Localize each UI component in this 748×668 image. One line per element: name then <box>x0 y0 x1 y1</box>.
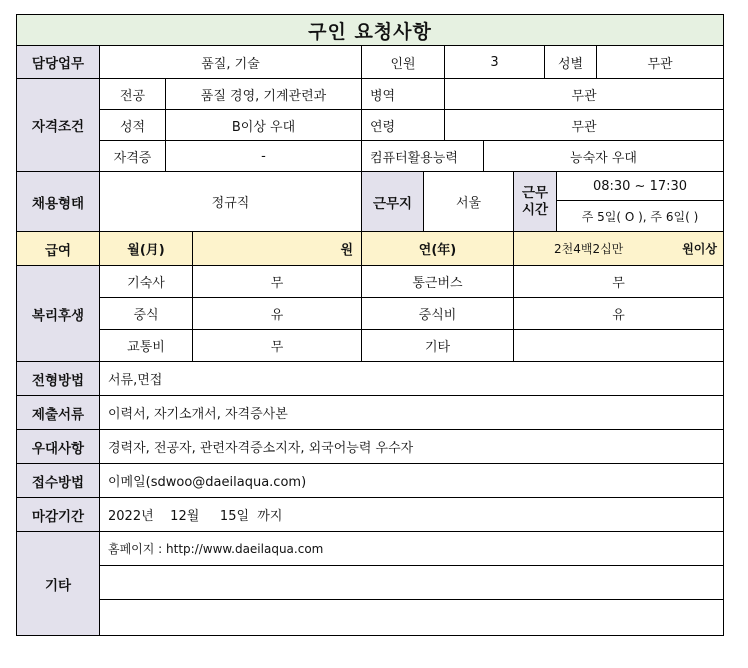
form-title: 구인 요청사항 <box>17 15 723 46</box>
annual-value: 2천4백2십만 <box>554 242 624 256</box>
military-value: 무관 <box>445 79 723 110</box>
computer-value: 능숙자 우대 <box>484 141 723 172</box>
duty-value: 품질, 기술 <box>100 46 362 79</box>
label-other: 기타 <box>17 532 100 635</box>
annual-value-cell <box>514 232 723 266</box>
annual-label: 연(年) <box>362 232 514 266</box>
gender-label: 성별 <box>545 46 597 79</box>
grade-label: 성적 <box>100 110 166 141</box>
lunch-fee-value: 유 <box>514 298 723 330</box>
monthly-value <box>193 232 362 266</box>
label-salary: 급여 <box>17 232 100 266</box>
hours-label <box>514 172 557 232</box>
label-welfare: 복리후생 <box>17 266 100 362</box>
selection-value: 서류,면접 <box>100 362 723 396</box>
label-selection: 전형방법 <box>17 362 100 396</box>
label-employment: 채용형태 <box>17 172 100 232</box>
employment-type: 정규직 <box>100 172 362 232</box>
headcount-value: 3 <box>445 46 545 79</box>
deadline-value <box>100 498 723 532</box>
grade-value: B이상 우대 <box>166 110 362 141</box>
age-value: 무관 <box>445 110 723 141</box>
welfare-etc-label: 기타 <box>362 330 514 362</box>
age-label: 연령 <box>362 110 445 141</box>
label-preference: 우대사항 <box>17 430 100 464</box>
license-value: - <box>166 141 362 172</box>
hours-label-line1: 근무 <box>521 184 549 201</box>
label-deadline: 마감기간 <box>17 498 100 532</box>
major-value: 품질 경영, 기계관련과 <box>166 79 362 110</box>
label-documents: 제출서류 <box>17 396 100 430</box>
hours-value: 08:30 ~ 17:30 <box>557 172 723 201</box>
label-qualification: 자격조건 <box>17 79 100 172</box>
bus-value: 무 <box>514 266 723 298</box>
dorm-value: 무 <box>193 266 362 298</box>
other-line-2 <box>100 566 723 600</box>
gender-value: 무관 <box>597 46 723 79</box>
lunch-label: 중식 <box>100 298 193 330</box>
application-value: 이메일(sdwoo@daeilaqua.com) <box>100 464 723 498</box>
dorm-label: 기숙사 <box>100 266 193 298</box>
workweek-value: 주 5일( O ), 주 6일( ) <box>557 201 723 232</box>
label-application: 접수방법 <box>17 464 100 498</box>
headcount-label: 인원 <box>362 46 445 79</box>
bus-label: 통근버스 <box>362 266 514 298</box>
welfare-etc-value <box>514 330 723 362</box>
major-label: 전공 <box>100 79 166 110</box>
label-duty: 담당업무 <box>17 46 100 79</box>
computer-label: 컴퓨터활용능력 <box>362 141 484 172</box>
other-line-3 <box>100 600 723 635</box>
hours-label-line2: 시간 <box>521 201 549 218</box>
documents-value: 이력서, 자기소개서, 자격증사본 <box>100 396 723 430</box>
transport-value: 무 <box>193 330 362 362</box>
location-label: 근무지 <box>362 172 424 232</box>
lunch-fee-label: 중식비 <box>362 298 514 330</box>
transport-label: 교통비 <box>100 330 193 362</box>
preference-value: 경력자, 전공자, 관련자격증소지자, 외국어능력 우수자 <box>100 430 723 464</box>
homepage-value: 홈페이지 : http://www.daeilaqua.com <box>100 532 723 566</box>
annual-unit: 원이상 <box>682 242 717 256</box>
license-label: 자격증 <box>100 141 166 172</box>
lunch-value: 유 <box>193 298 362 330</box>
job-request-form <box>16 14 724 636</box>
deadline-text: 2022년 12월 15일 까지 <box>108 509 283 524</box>
monthly-label: 월(月) <box>100 232 193 266</box>
monthly-unit: 원 <box>340 243 353 258</box>
military-label: 병역 <box>362 79 445 110</box>
location-value: 서울 <box>424 172 514 232</box>
